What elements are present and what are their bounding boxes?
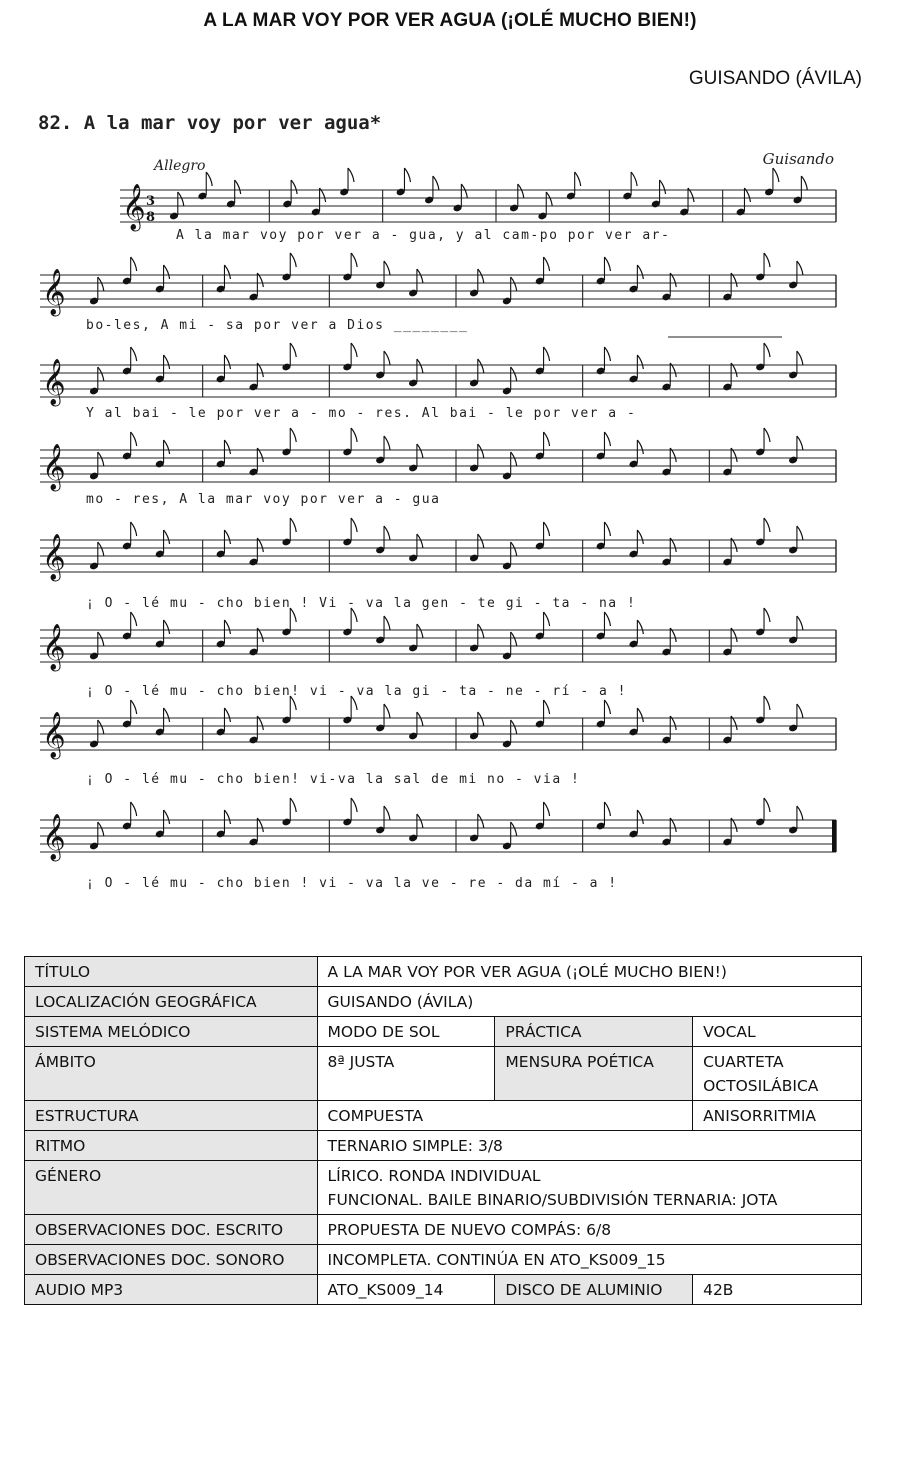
lyrics-line: ¡ O - lé mu - cho bien ! vi - va la ve - re - da mí - a ! — [86, 876, 618, 891]
field-label — [25, 987, 318, 1017]
table-row — [25, 1245, 862, 1275]
field-value — [317, 1161, 861, 1215]
field-label — [495, 1047, 693, 1101]
cell-text: 42B — [703, 1281, 734, 1299]
cell-text: A LA MAR VOY POR VER AGUA (¡OLÉ MUCHO BIEN!) — [327, 963, 727, 981]
cell-text: CUARTETA OCTOSILÁBICA — [703, 1053, 819, 1095]
score-place: Guisando — [762, 150, 834, 168]
field-value — [693, 1017, 862, 1047]
table-row — [25, 1131, 862, 1161]
cell-text: MODO DE SOL — [327, 1023, 440, 1041]
svg-text:𝄞: 𝄞 — [42, 712, 66, 758]
table-row — [25, 987, 862, 1017]
table-row — [25, 1047, 862, 1101]
svg-text:𝄞: 𝄞 — [42, 269, 66, 315]
table-row — [25, 1161, 862, 1215]
cell-text: ANISORRITMIA — [703, 1107, 817, 1125]
field-value — [693, 1275, 862, 1305]
table-row — [25, 957, 862, 987]
music-score — [28, 100, 868, 910]
table-row — [25, 1101, 862, 1131]
field-label — [25, 1101, 318, 1131]
field-value — [317, 1101, 693, 1131]
lyrics-line: A la mar voy por ver a - gua, y al cam-po por ver ar- — [176, 228, 671, 243]
field-value — [317, 1047, 495, 1101]
lyrics-line: bo-les, A mi - sa por ver a Dios ________ — [86, 318, 469, 333]
cell-text: COMPUESTA — [327, 1107, 424, 1125]
cell-text: LÍRICO. RONDA INDIVIDUAL — [327, 1167, 541, 1185]
lyrics-line: mo - res, A la mar voy por ver a - gua — [86, 492, 441, 507]
field-label — [495, 1275, 693, 1305]
svg-text:3: 3 — [146, 194, 156, 209]
metadata-table — [24, 956, 862, 1305]
cell-text: INCOMPLETA. CONTINÚA EN ATO_KS009_15 — [327, 1251, 666, 1269]
cell-text: ÁMBITO — [35, 1053, 96, 1071]
field-label — [25, 1131, 318, 1161]
cell-text: PROPUESTA DE NUEVO COMPÁS: 6/8 — [327, 1221, 612, 1239]
field-label — [25, 1047, 318, 1101]
cell-text: VOCAL — [703, 1023, 756, 1041]
score-heading: 82. A la mar voy por ver agua* — [38, 112, 382, 134]
field-value — [317, 1131, 861, 1161]
cell-text: OBSERVACIONES DOC. ESCRITO — [35, 1221, 284, 1239]
field-label — [25, 1245, 318, 1275]
cell-text: AUDIO MP3 — [35, 1281, 124, 1299]
field-value — [317, 957, 861, 987]
svg-text:𝄞: 𝄞 — [42, 814, 66, 860]
lyrics-line: Y al bai - le por ver a - mo - res. Al bai - le por ver a - — [86, 406, 637, 421]
cell-text: TERNARIO SIMPLE: 3/8 — [327, 1137, 503, 1155]
svg-text:𝄞: 𝄞 — [42, 359, 66, 405]
field-label — [25, 957, 318, 987]
table-row — [25, 1017, 862, 1047]
field-value — [693, 1047, 862, 1101]
svg-text:𝄞: 𝄞 — [42, 444, 66, 490]
cell-text-second-line: FUNCIONAL. BAILE BINARIO/SUBDIVISIÓN TERNARIA: JOTA — [327, 1191, 778, 1209]
cell-text: DISCO DE ALUMINIO — [505, 1281, 663, 1299]
lyrics-line: ¡ O - lé mu - cho bien! vi - va la gi - ta - ne - rí - a ! — [86, 684, 627, 699]
field-label — [495, 1017, 693, 1047]
cell-text: 8ª JUSTA — [327, 1053, 395, 1071]
svg-text:𝄞: 𝄞 — [42, 534, 66, 580]
field-label — [25, 1017, 318, 1047]
svg-text:𝄞: 𝄞 — [122, 184, 146, 230]
table-row — [25, 1215, 862, 1245]
document-location: GUISANDO (ÁVILA) — [688, 68, 862, 89]
cell-text: RITMO — [35, 1137, 86, 1155]
field-label — [25, 1275, 318, 1305]
field-value — [317, 987, 861, 1017]
svg-text:8: 8 — [146, 210, 156, 225]
cell-text: TÍTULO — [35, 963, 91, 981]
lyrics-line: ¡ O - lé mu - cho bien! vi-va la sal de mi no - via ! — [86, 772, 581, 787]
table-row — [25, 1275, 862, 1305]
field-label — [25, 1215, 318, 1245]
field-value — [317, 1245, 861, 1275]
svg-text:𝄞: 𝄞 — [42, 624, 66, 670]
cell-text: OBSERVACIONES DOC. SONORO — [35, 1251, 285, 1269]
field-value — [317, 1017, 495, 1047]
document-title: A LA MAR VOY POR VER AGUA (¡OLÉ MUCHO BIEN!) — [203, 10, 697, 31]
lyrics-line: ¡ O - lé mu - cho bien ! Vi - va la gen - te gi - ta - na ! — [86, 596, 637, 611]
field-label — [25, 1161, 318, 1215]
score-tempo: Allegro — [154, 158, 206, 174]
cell-text: MENSURA POÉTICA — [505, 1053, 654, 1071]
cell-text: LOCALIZACIÓN GEOGRÁFICA — [35, 993, 257, 1011]
cell-text: GUISANDO (ÁVILA) — [327, 993, 474, 1011]
cell-text: ESTRUCTURA — [35, 1107, 139, 1125]
cell-text: ATO_KS009_14 — [327, 1281, 444, 1299]
cell-text: PRÁCTICA — [505, 1023, 582, 1041]
field-value — [317, 1275, 495, 1305]
cell-text: SISTEMA MELÓDICO — [35, 1023, 191, 1041]
field-value — [693, 1101, 862, 1131]
cell-text: GÉNERO — [35, 1167, 102, 1185]
field-value — [317, 1215, 861, 1245]
